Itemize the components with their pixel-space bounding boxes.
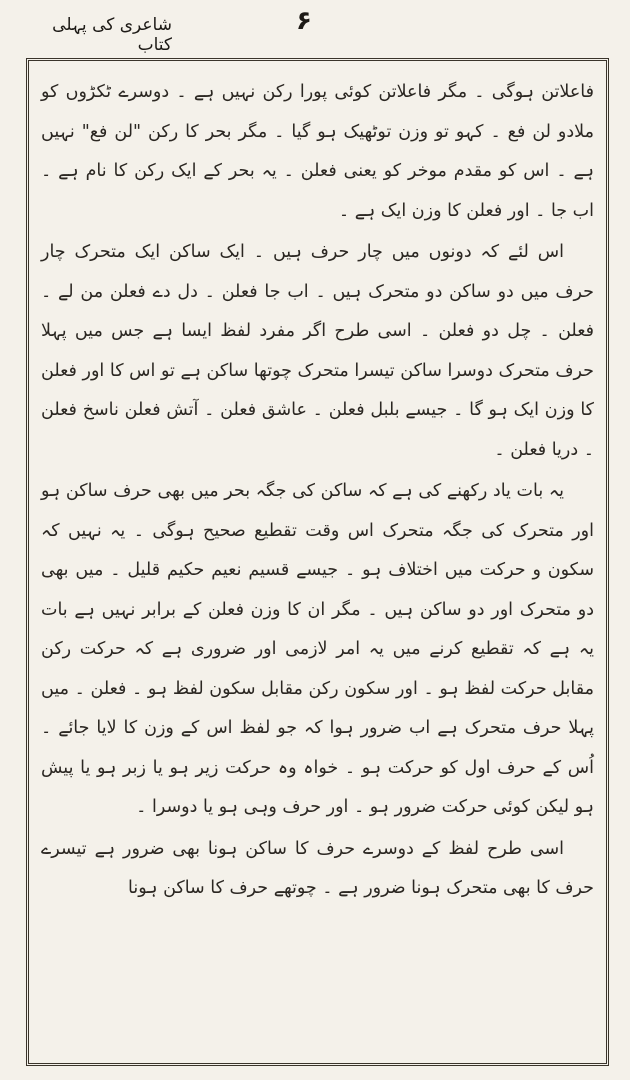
paragraph-2: اس لئے کہ دونوں میں چار حرف ہیں ۔ ایک ساکن ایک متحرک چار حرف میں دو ساکن دو متحرک ہیں ۔ اب جا فعلن ۔ دل دے فعلن من لے ۔ فعلن ۔ چل دو فعلن ۔ اسی طرح اگر مفرد لفظ ایسا ہے جس میں پہلا حرف متحرک دوسرا ساکن تیسرا متحرک چوتھا ساکن ہے تو اس کا اور فعلن کا وزن ایک ہو گا ۔ جیسے بلبل فعلن ۔ عاشق فعلن ۔ آتش فعلن ناسخ فعلن ۔ دریا فعلن ۔ <box>41 242 594 460</box>
paragraph-1: فاعلاتن ہوگی ۔ مگر فاعلاتن کوئی پورا رکن نہیں ہے ۔ دوسرے ٹکڑوں کو ملادو لن فع ۔ کہو تو وزن توٹھیک ہو گیا ۔ مگر بحر کا رکن "لن فع" نہیں ہے ۔ اس کو مقدم موخر کو یعنی فعلن ۔ یہ بحر کے ایک رکن کا نام ہے ۔ اب جا ۔ اور فعلن کا وزن ایک ہے ۔ <box>41 82 594 221</box>
text-frame <box>26 58 609 1066</box>
paragraph-3: یہ بات یاد رکھنے کی ہے کہ ساکن کی جگہ بحر میں بھی حرف ساکن ہو اور متحرک کی جگہ متحرک اس وقت تقطیع صحیح ہوگی ۔ یہ نہیں کہ سکون و حرکت میں اختلاف ہو ۔ جیسے قسیم نعیم حکیم قلیل ۔ میں بھی دو متحرک اور دو ساکن ہیں ۔ مگر ان کا وزن فعلن کے برابر نہیں ہے بات یہ ہے کہ تقطیع کرنے میں یہ امر لازمی اور ضروری ہے کہ حرکت رکن مقابل حرکت لفظ ہو ۔ اور سکون رکن مقابل سکون لفظ ہو ۔ فعلن ۔ میں پہلا حرف متحرک ہے اب ضرور ہوا کہ جو لفظ اس کے وزن کا لایا جائے ۔ اُس کے حرف اول کو حرکت ہو ۔ خواہ وہ حرکت زیر ہو یا زبر ہو یا پیش ہو لیکن کوئی حرکت ضرور ہو ۔ اور حرف وہی ہو یا دوسرا ۔ <box>41 481 594 817</box>
page-header <box>0 0 630 58</box>
body-text <box>41 73 594 1051</box>
running-title: شاعری کی پہلی کتاب <box>52 15 172 55</box>
page-number: ۶ <box>296 6 312 36</box>
paragraph-4: اسی طرح لفظ کے دوسرے حرف کا ساکن ہونا بھی ضرور ہے تیسرے حرف کا بھی متحرک ہونا ضرور ہے ۔ چوتھے حرف کا ساکن ہونا <box>41 838 594 898</box>
